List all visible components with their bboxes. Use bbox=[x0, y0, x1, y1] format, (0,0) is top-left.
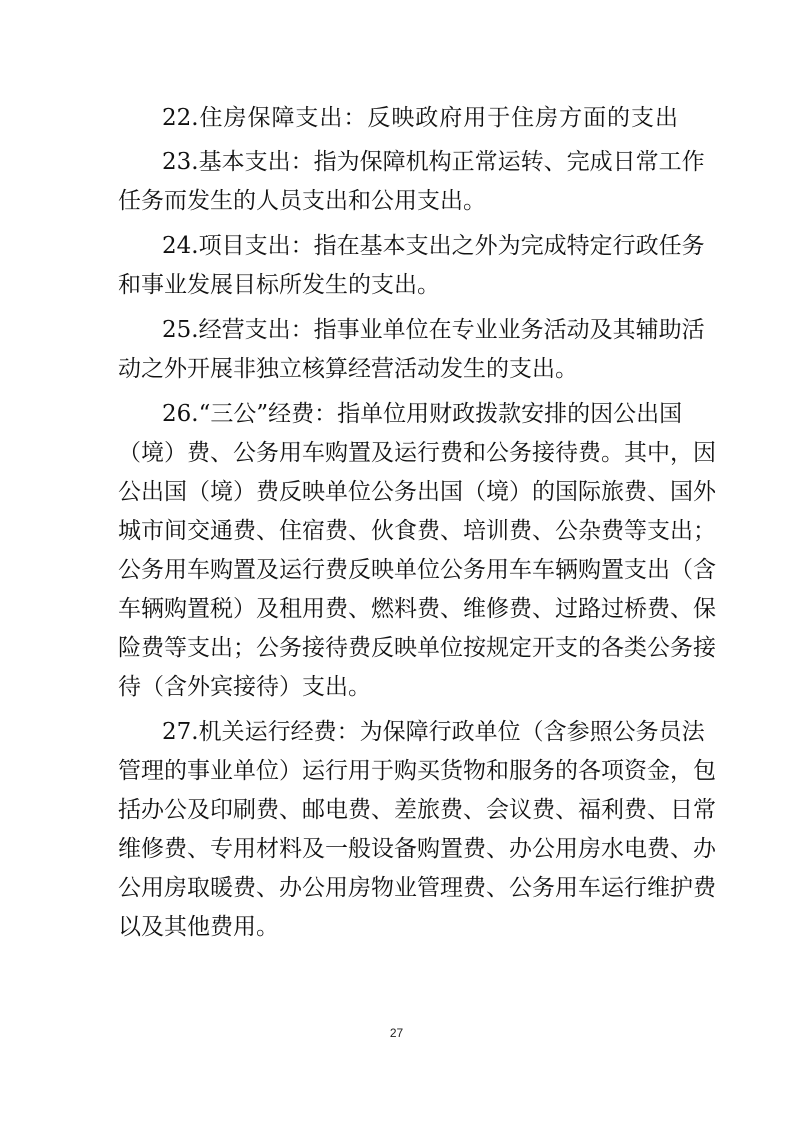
paragraph-27-line-3: 括办公及印刷费、邮电费、差旅费、会议费、福利费、日常 bbox=[118, 797, 716, 823]
paragraph-26-line-7: 险费等支出；公务接待费反映单位按规定开支的各类公务接 bbox=[118, 635, 716, 661]
paragraph-27-line-4: 维修费、专用材料及一般设备购置费、办公用房水电费、办 bbox=[118, 836, 716, 862]
paragraph-22-line-1: 22.住房保障支出：反映政府用于住房方面的支出 bbox=[162, 105, 678, 131]
paragraph-26-line-5: 公务用车购置及运行费反映单位公务用车车辆购置支出（含 bbox=[118, 557, 716, 583]
paragraph-27-line-1: 27.机关运行经费：为保障行政单位（含参照公务员法 bbox=[162, 719, 705, 745]
paragraph-26-line-8: 待（含外宾接待）支出。 bbox=[118, 674, 371, 700]
paragraph-26-line-1: 26.“三公”经费：指单位用财政拨款安排的因公出国 bbox=[162, 401, 683, 427]
paragraph-26-line-2: （境）费、公务用车购置及运行费和公务接待费。其中，因 bbox=[118, 440, 716, 466]
paragraph-26-line-3: 公出国（境）费反映单位公务出国（境）的国际旅费、国外 bbox=[118, 479, 716, 505]
paragraph-25-line-1: 25.经营支出：指事业单位在专业业务活动及其辅助活 bbox=[162, 317, 705, 343]
paragraph-27-line-6: 以及其他费用。 bbox=[118, 914, 279, 940]
paragraph-27-line-5: 公用房取暖费、办公用房物业管理费、公务用车运行维护费 bbox=[118, 875, 716, 901]
paragraph-25-line-2: 动之外开展非独立核算经营活动发生的支出。 bbox=[118, 356, 578, 382]
paragraph-27-line-2: 管理的事业单位）运行用于购买货物和服务的各项资金，包 bbox=[118, 758, 716, 784]
paragraph-23-line-1: 23.基本支出：指为保障机构正常运转、完成日常工作 bbox=[162, 149, 705, 175]
paragraph-26-line-4: 城市间交通费、住宿费、伙食费、培训费、公杂费等支出； bbox=[118, 518, 716, 544]
paragraph-24-line-1: 24.项目支出：指在基本支出之外为完成特定行政任务 bbox=[162, 233, 705, 259]
page-number: 27 bbox=[389, 1026, 404, 1040]
paragraph-24-line-2: 和事业发展目标所发生的支出。 bbox=[118, 272, 440, 298]
paragraph-23-line-2: 任务而发生的人员支出和公用支出。 bbox=[118, 188, 486, 214]
paragraph-26-line-6: 车辆购置税）及租用费、燃料费、维修费、过路过桥费、保 bbox=[118, 596, 716, 622]
